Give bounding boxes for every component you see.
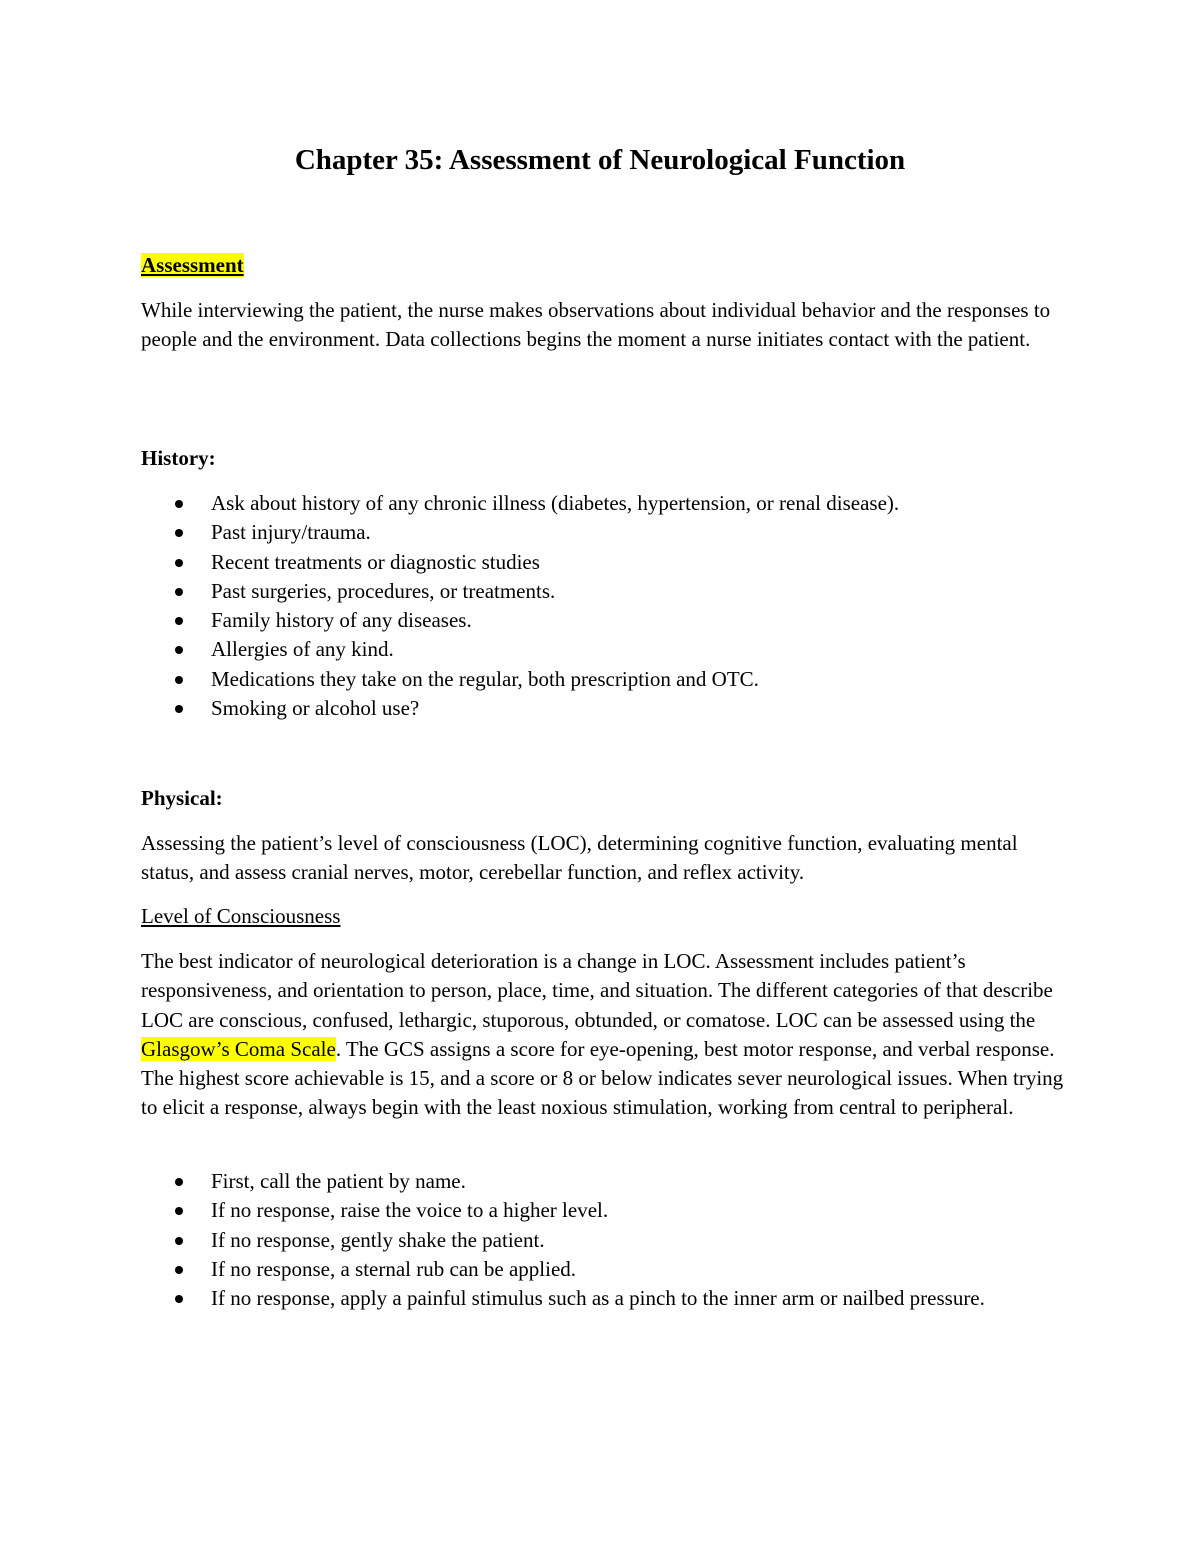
bullet-icon xyxy=(175,1178,183,1186)
bullet-icon xyxy=(175,676,183,684)
list-item-text: Recent treatments or diagnostic studies xyxy=(211,549,540,574)
list-item-text: Past surgeries, procedures, or treatments. xyxy=(211,578,556,603)
bullet-icon xyxy=(175,559,183,567)
list-item-text: If no response, raise the voice to a higher level. xyxy=(211,1198,609,1223)
list-item xyxy=(141,665,1071,694)
history-list xyxy=(141,489,1071,723)
list-item xyxy=(141,518,1071,547)
bullet-icon xyxy=(175,588,183,596)
physical-paragraph: Assessing the patient’s level of consciousness (LOC), determining cognitive function, evaluating mental status, and assess cranial nerves, motor, cerebellar function, and reflex activity. xyxy=(141,831,1018,885)
document-title: Chapter 35: Assessment of Neurological Function xyxy=(294,144,906,176)
assessment-heading xyxy=(141,251,1071,280)
assessment-heading-text: Assessment xyxy=(141,253,244,277)
bullet-icon xyxy=(175,1237,183,1245)
history-heading: History: xyxy=(141,446,216,470)
bullet-icon xyxy=(175,1266,183,1274)
list-item xyxy=(141,635,1071,664)
list-item-text: Ask about history of any chronic illness (diabetes, hypertension, or renal disease). xyxy=(211,491,900,515)
list-item xyxy=(141,694,1071,723)
list-item xyxy=(141,577,1071,606)
bullet-icon xyxy=(175,705,183,713)
bullet-icon xyxy=(175,1295,183,1303)
list-item xyxy=(141,606,1071,635)
list-item xyxy=(141,1284,1071,1313)
bullet-icon xyxy=(175,500,183,508)
list-item xyxy=(141,1226,1071,1255)
list-item-text: If no response, gently shake the patient. xyxy=(211,1227,545,1252)
physical-heading: Physical: xyxy=(141,786,223,810)
assessment-paragraph: While interviewing the patient, the nurse makes observations about individual behavior and the responses to people and the environment. Data collections begins the moment a nurse initiates contact with the patient. xyxy=(141,298,1051,352)
bullet-icon xyxy=(175,646,183,654)
loc-response-list xyxy=(141,1167,1071,1313)
bullet-icon xyxy=(175,1207,183,1215)
list-item-text: Allergies of any kind. xyxy=(211,637,394,662)
list-item-text: Medications they take on the regular, both prescription and OTC. xyxy=(211,666,759,691)
list-item xyxy=(141,1196,1071,1225)
list-item-text: If no response, apply a painful stimulus such as a pinch to the inner arm or nailbed pressure. xyxy=(211,1286,985,1311)
loc-subheading xyxy=(141,902,1071,931)
loc-subheading-text: Level of Consciousness xyxy=(141,904,341,928)
loc-paragraph-start: The best indicator of neurological deterioration is a change in LOC. Assessment includes patient’s responsiveness, and orientation to person, place, time, and situation. The different categories of that describe LOC are conscious, confused, lethargic, stuporous, obtunded, or comatose. LOC can be assessed using the xyxy=(141,949,1053,1032)
list-item xyxy=(141,1167,1071,1196)
gcs-highlight: Glasgow’s Coma Scale xyxy=(141,1036,336,1061)
loc-paragraph-end: . The GCS assigns a score for eye-opening, best motor response, and verbal response. The highest score achievable is 15, and a score or 8 or below indicates sever neurological issues. When trying to elicit a response, always begin with the least noxious stimulation, working from central to peripheral. xyxy=(141,1036,1064,1120)
list-item-text: If no response, a sternal rub can be applied. xyxy=(211,1256,577,1281)
list-item-text: First, call the patient by name. xyxy=(211,1169,466,1193)
list-item xyxy=(141,1255,1071,1284)
list-item xyxy=(141,489,1071,518)
loc-paragraph xyxy=(141,947,1071,1123)
list-item-text: Family history of any diseases. xyxy=(211,608,472,633)
list-item-text: Past injury/trauma. xyxy=(211,520,371,545)
bullet-icon xyxy=(175,617,183,625)
list-item-text: Smoking or alcohol use? xyxy=(211,696,420,721)
bullet-icon xyxy=(175,529,183,537)
list-item xyxy=(141,548,1071,577)
